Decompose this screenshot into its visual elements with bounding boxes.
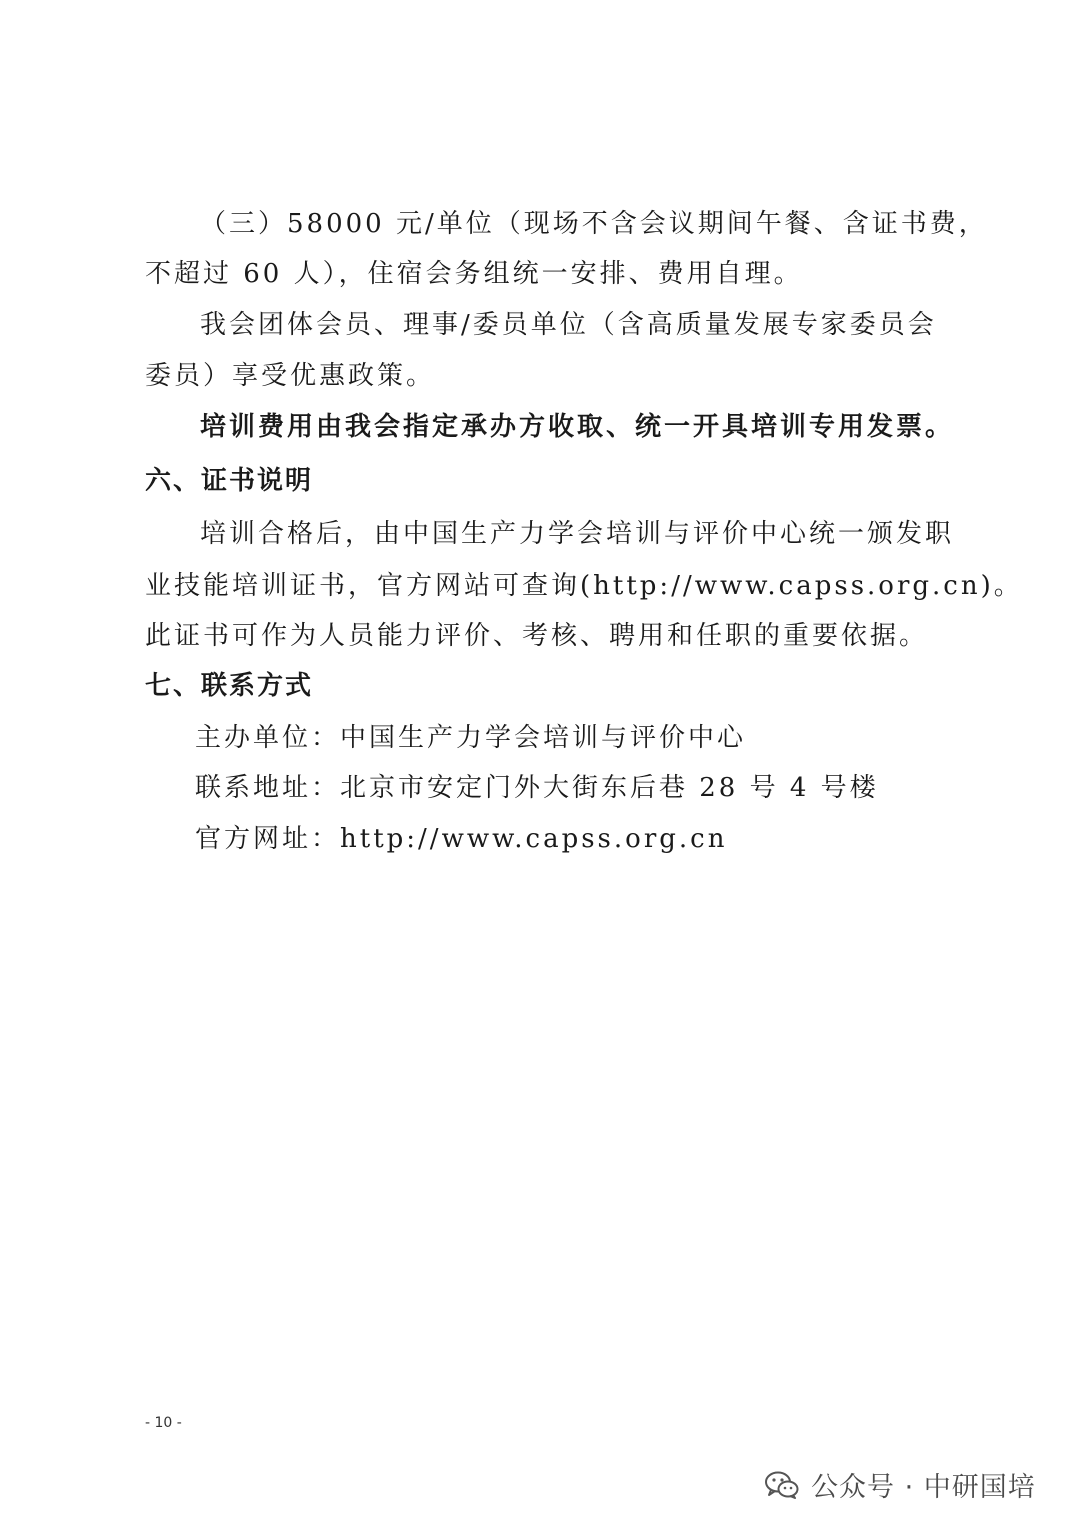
cert-line-1: 培训合格后，由中国生产力学会培训与评价中心统一颁发职 [200, 519, 955, 549]
section-six-title: 六、证书说明 [145, 466, 314, 496]
cert-line-3: 此证书可作为人员能力评价、考核、聘用和任职的重要依据。 [145, 621, 929, 651]
contact-address: 联系地址：北京市安定门外大街东后巷 28 号 4 号楼 [195, 773, 879, 803]
fee-line-1: （三）58000 元/单位（现场不含会议期间午餐、含证书费， [200, 209, 988, 239]
invoice-line: 培训费用由我会指定承办方收取、统一开具培训专用发票。 [200, 412, 955, 442]
section-seven-title: 七、联系方式 [145, 671, 314, 701]
member-line-2: 委员）享受优惠政策。 [145, 361, 436, 391]
wechat-icon [765, 1471, 799, 1499]
member-line-1: 我会团体会员、理事/委员单位（含高质量发展专家委员会 [200, 310, 937, 340]
page-number: - 10 - [145, 1415, 182, 1431]
wechat-watermark [765, 1465, 1036, 1504]
fee-line-2: 不超过 60 人），住宿会务组统一安排、费用自理。 [145, 259, 803, 289]
watermark-text: 公众号 · 中研国培 [811, 1472, 1036, 1503]
contact-website: 官方网址：http://www.capss.org.cn [195, 824, 728, 854]
contact-organizer: 主办单位：中国生产力学会培训与评价中心 [195, 723, 747, 753]
cert-line-2: 业技能培训证书，官方网站可查询(http://www.capss.org.cn)。 [145, 571, 1023, 601]
